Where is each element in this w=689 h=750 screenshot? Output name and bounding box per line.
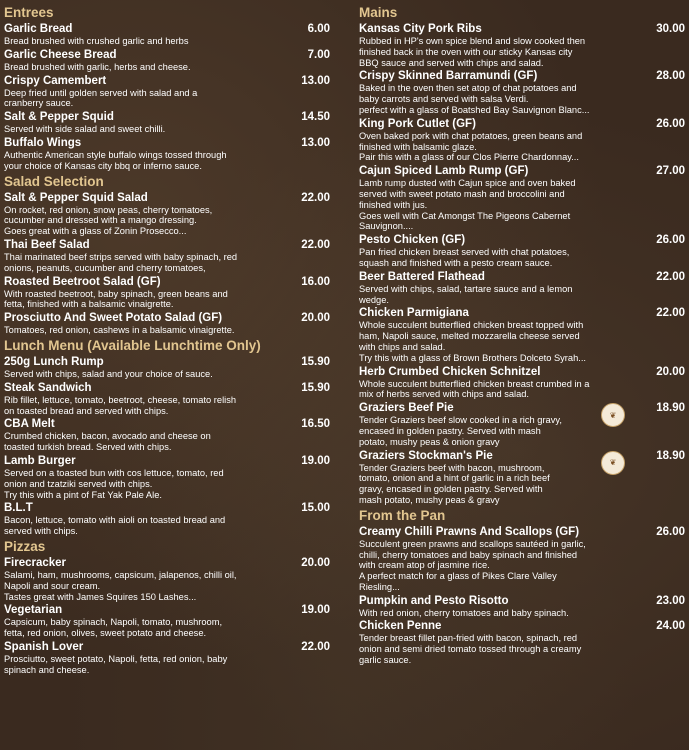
item-description-line: Served on a toasted bun with cos lettuce, tomato, red [4,467,224,478]
item-description-line: Lamb rump dusted with Cajun spice and oven baked [359,178,576,189]
item-description-line: Whole succulent butterflied chicken breast crumbed in a [359,378,590,389]
item-description-line: With roasted beetroot, baby spinach, green beans and [4,288,228,299]
item-name: Kansas City Pork Ribs [359,23,482,35]
item-name: Garlic Bread [4,23,73,35]
item-description-line: Thai marinated beef strips served with baby spinach, red [4,251,238,262]
item-name: Thai Beef Salad [4,238,90,251]
menu-item-kansas-city-pork-ribs [359,22,685,68]
item-description-line: Prosciutto, sweet potato, Napoli, fetta, red onion, baby [4,653,228,664]
item-description-line: finished back in the oven with our sticky Kansas city [359,46,573,57]
item-description-line: Goes great with a glass of Zonin Prosecco... [4,226,187,237]
section-heading-lunch-menu-available-lunchtime-only: Lunch Menu (Available Lunchtime Only) [4,337,261,353]
menu-item-graziers-stockman-s-pie [359,449,685,506]
item-description-line: with cream atop of jasmine rice. [359,560,490,571]
item-name: Chicken Parmigiana [359,307,469,320]
item-description-line: Crumbed chicken, bacon, avocado and cheese on [4,431,211,442]
item-description-line: Bacon, lettuce, tomato with aioli on toasted bread and [4,515,226,526]
menu-item-chicken-penne [359,619,685,665]
menu-item-thai-beef-salad [4,238,330,274]
item-name: Pumpkin and Pesto Risotto [359,594,509,607]
item-price: 14.50 [301,111,330,124]
item-description-line: A perfect match for a glass of Pikes Clare Valley [359,571,557,582]
item-description-line: onions, peanuts, cucumber and cherry tomatoes, [4,262,206,273]
item-description-line: served with chips. [4,526,78,537]
menu-item-cajun-spiced-lamb-rump-gf [359,164,685,232]
menu-item-vegetarian [4,603,330,639]
menu-item-steak-sandwich [4,381,330,417]
menu-item-pesto-chicken-gf [359,233,685,269]
menu-item-pumpkin-and-pesto-risotto [359,594,685,619]
item-price: 15.90 [301,355,330,368]
item-price: 13.00 [301,74,330,87]
item-description-line: perfect with a glass of Boatshed Bay Sauvignon Blanc... [359,104,590,115]
item-name: Cajun Spiced Lamb Rump (GF) [359,165,529,178]
menu-item-salt-pepper-squid-salad [4,191,330,237]
item-description-line: Oven baked pork with chat potatoes, green beans and [359,130,583,141]
section-heading-pizzas: Pizzas [4,538,46,554]
menu-item-herb-crumbed-chicken-schnitzel [359,365,685,401]
item-description-line: baby carrots and served with salsa Verdi. [359,94,529,105]
item-name: Lamb Burger [4,454,76,467]
item-description-line: cucumber and dressed with a mango dressing. [4,215,197,226]
item-description-line: gravy, encased in golden pastry. Served with [359,484,543,495]
item-name: Graziers Stockman's Pie [359,449,493,462]
item-price: 22.00 [301,238,330,251]
menu-item-graziers-beef-pie [359,401,685,447]
item-description-line: Deep fried until golden served with salad and a [4,87,198,98]
item-price: 22.00 [301,191,330,204]
item-name: King Pork Cutlet (GF) [359,117,476,130]
item-description-line: fetta, finished with a balsamic vinaigrette. [4,299,174,310]
item-price: 18.90 [656,402,685,415]
graziers-logo-icon: ❦ [601,451,625,475]
item-price: 22.00 [301,640,330,653]
item-description-line: Tomatoes, red onion, cashews in a balsamic vinaigrette. [4,325,235,336]
menu-item-lamb-burger [4,454,330,500]
item-description-line: spinach and cheese. [4,664,90,675]
item-price: 26.00 [656,117,685,130]
menu-item-garlic-bread [4,22,330,47]
item-price: 15.00 [301,502,330,515]
menu-item-b-l-t [4,501,330,537]
item-price: 7.00 [307,48,330,61]
item-price: 18.90 [656,449,685,462]
item-name: Chicken Penne [359,620,442,633]
item-description-line: tomato, onion and a hint of garlic in a rich beef [359,473,550,484]
item-description-line: Sauvignon.... [359,221,414,232]
item-price: 27.00 [656,165,685,178]
item-description-line: With red onion, cherry tomatoes and baby spinach. [359,607,569,618]
menu-item-salt-pepper-squid [4,110,330,135]
item-name: Firecracker [4,556,67,569]
item-description-line: Tastes great with James Squires 150 Lashes... [4,591,197,602]
item-description-line: onion and semi dried tomato tossed through a creamy [359,644,582,655]
item-name: Vegetarian [4,604,63,617]
item-name: Steak Sandwich [4,381,92,394]
item-description-line: Bread brushed with crushed garlic and herbs [4,36,189,46]
item-description-line: Riesling... [359,581,400,592]
item-description-line: your choice of Kansas city bbq or inferno sauce. [4,160,202,171]
item-name: Pesto Chicken (GF) [359,234,466,247]
item-description-line: served with sweet potato mash and broccolini and [359,188,565,199]
item-name: CBA Melt [4,418,55,431]
item-price: 15.90 [301,381,330,394]
menu-item-garlic-cheese-bread [4,48,330,73]
item-name: Spanish Lover [4,640,84,653]
item-description-line: Salami, ham, mushrooms, capsicum, jalapenos, chilli oil, [4,569,237,580]
item-description-line: BBQ sauce and served with chips and salad. [359,57,544,68]
item-description-line: on toasted bread and served with chips. [4,405,169,416]
item-description-line: Served with chips, salad and your choice of sauce. [4,368,213,379]
menu-item-prosciutto-and-sweet-potato-salad-gf [4,311,330,336]
menu-item-250g-lunch-rump [4,355,330,380]
item-name: Buffalo Wings [4,136,82,149]
item-name: Salt & Pepper Squid [4,111,114,124]
menu-item-beer-battered-flathead [359,270,685,306]
item-description-line: Tender Graziers beef with bacon, mushroom, [359,462,545,473]
item-name: Crispy Camembert [4,74,107,87]
item-price: 19.00 [301,454,330,467]
item-name: B.L.T [4,502,33,515]
item-description-line: Try this with a glass of Brown Brothers Dolceto Syrah... [359,352,586,363]
item-description-line: Rib fillet, lettuce, tomato, beetroot, cheese, tomato relish [4,394,237,405]
section-heading-from-the-pan: From the Pan [359,507,446,523]
item-description-line: toasted turkish bread. Served with chips. [4,442,172,453]
item-description-line: chilli, cherry tomatoes and baby spinach and finished [359,549,578,560]
menu-item-chicken-parmigiana [359,306,685,363]
item-description-line: finished with jus. [359,199,428,210]
item-description-line: Try this with a pint of Fat Yak Pale Ale. [4,489,162,500]
item-description-line: Bread brushed with garlic, herbs and cheese. [4,61,191,72]
section-heading-entrees: Entrees [4,5,54,20]
menu-item-crispy-camembert [4,74,330,110]
item-name: Roasted Beetroot Salad (GF) [4,275,161,288]
item-description-line: potato, mushy peas & onion gravy [359,436,500,447]
item-description-line: mash potato, mushy peas & gravy [359,494,500,505]
item-description-line: Pair this with a glass of our Clos Pierre Chardonnay... [359,152,579,163]
item-description-line: Rubbed in HP's own spice blend and slow cooked then [359,36,586,46]
item-description-line: garlic sauce. [359,655,412,666]
item-description-line: onion and tzatziki served with chips. [4,478,153,489]
item-description-line: Authentic American style buffalo wings tossed through [4,149,227,160]
item-description-line: squash and finished with a pesto cream sauce. [359,257,553,268]
item-description-line: Napoli and sour cream. [4,580,101,591]
item-price: 19.00 [301,604,330,617]
item-description-line: On rocket, red onion, snow peas, cherry tomatoes, [4,204,213,215]
item-description-line: Tender Graziers beef slow cooked in a rich gravy, [359,415,562,426]
item-price: 30.00 [656,23,685,35]
menu-item-creamy-chilli-prawns-and-scallops-gf [359,525,685,593]
menu-item-crispy-skinned-barramundi-gf [359,69,685,115]
item-description-line: Pan fried chicken breast served with chat potatoes, [359,247,570,258]
item-description-line: Tender breast fillet pan-fried with bacon, spinach, red [359,633,578,644]
item-description-line: with chips and salad. [359,341,446,352]
item-price: 23.00 [656,594,685,607]
item-price: 24.00 [656,620,685,633]
item-description-line: encased in golden pastry. Served with mash [359,425,541,436]
menu-item-roasted-beetroot-salad-gf [4,275,330,311]
item-description-line: wedge. [359,294,389,305]
item-price: 20.00 [301,556,330,569]
menu-item-king-pork-cutlet-gf [359,117,685,163]
item-name: Crispy Skinned Barramundi (GF) [359,70,538,83]
item-price: 20.00 [301,312,330,325]
item-name: Beer Battered Flathead [359,270,485,283]
menu-item-cba-melt [4,417,330,453]
item-description-line: ham, Napoli sauce, melted mozzarella cheese served [359,331,580,342]
item-name: Salt & Pepper Squid Salad [4,191,148,204]
item-name: Herb Crumbed Chicken Schnitzel [359,365,541,378]
right-column [359,4,685,667]
item-description-line: Capsicum, baby spinach, Napoli, tomato, mushroom, [4,617,223,628]
item-description-line: cranberry sauce. [4,98,74,109]
item-name: Garlic Cheese Bread [4,48,117,61]
item-description-line: fetta, red onion, olives, sweet potato and cheese. [4,628,207,639]
item-price: 26.00 [656,525,685,538]
item-price: 22.00 [656,270,685,283]
left-column [4,4,330,677]
graziers-logo-icon: ❦ [601,403,625,427]
section-heading-salad-selection: Salad Selection [4,173,104,189]
item-description-line: Served with chips, salad, tartare sauce and a lemon [359,283,573,294]
section-heading-mains: Mains [359,5,398,20]
item-price: 26.00 [656,234,685,247]
item-description-line: Baked in the oven then set atop of chat potatoes and [359,83,577,94]
menu-item-firecracker [4,556,330,602]
item-description-line: finished with balsamic glaze. [359,141,477,152]
item-name: 250g Lunch Rump [4,355,104,368]
item-description-line: Goes well with Cat Amongst The Pigeons Cabernet [359,210,571,221]
menu-item-buffalo-wings [4,136,330,172]
item-description-line: mix of herbs served with chips and salad. [359,389,530,400]
item-price: 22.00 [656,307,685,320]
item-description-line: Succulent green prawns and scallops sautéed in garlic, [359,538,586,549]
item-price: 6.00 [307,23,330,35]
item-price: 16.50 [301,418,330,431]
item-description-line: Served with side salad and sweet chilli. [4,124,166,135]
item-price: 16.00 [301,275,330,288]
item-name: Creamy Chilli Prawns And Scallops (GF) [359,525,580,538]
item-description-line: Whole succulent butterflied chicken breast topped with [359,320,584,331]
menu-item-spanish-lover [4,640,330,676]
item-name: Graziers Beef Pie [359,402,454,415]
item-price: 13.00 [301,136,330,149]
item-name: Prosciutto And Sweet Potato Salad (GF) [4,312,223,325]
item-price: 28.00 [656,70,685,83]
item-price: 20.00 [656,365,685,378]
